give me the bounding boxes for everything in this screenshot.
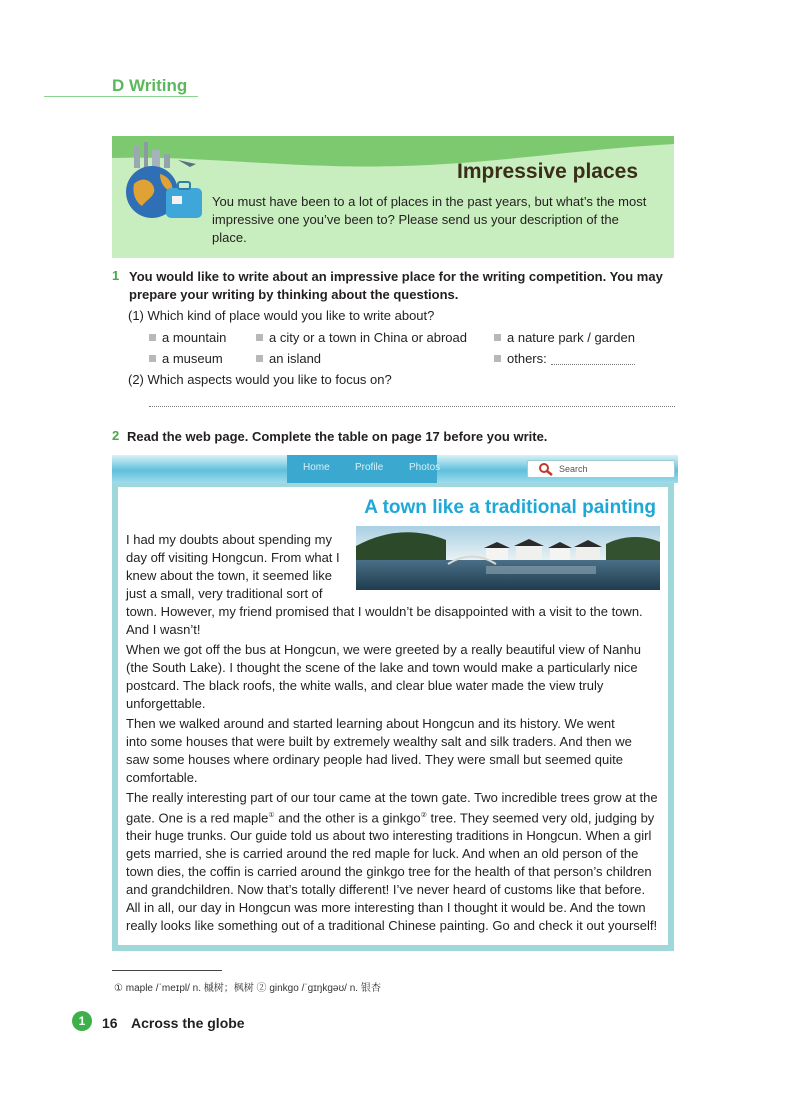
unit-badge: 1 — [72, 1011, 92, 1031]
article-paragraph-5: All in all, our day in Hongcun was more interesting than I thought it would be. And the town really looks like something out of a traditional Chinese painting. Go and check it out yourself! — [126, 900, 658, 933]
checkbox-square-icon — [494, 334, 501, 341]
search-placeholder: Search — [559, 464, 588, 474]
travel-globe-icon — [116, 140, 212, 226]
others-answer-line[interactable] — [551, 364, 635, 365]
footnote-rule — [112, 970, 222, 971]
banner-title: Impressive places — [457, 160, 638, 183]
impressive-places-banner — [112, 136, 674, 258]
article-paragraph-1-rest: town. However, my friend promised that I wouldn’t be disappointed with a visit to the town. And I wasn’t! — [126, 604, 643, 637]
article-paragraph-3: Then we walked around and started learning about Hongcun and its history. We went into some houses that were built by extremely wealthy salt and silk traders. And then we saw some houses where ordinary people had lived. They were small but seemed quite comfortable. — [126, 716, 632, 785]
task-number: 2 — [112, 428, 120, 443]
nav-profile[interactable]: Profile — [355, 462, 384, 473]
article-paragraph-1-line-4: just a small, very traditional sort of — [126, 586, 323, 601]
checkbox-square-icon — [256, 355, 263, 362]
option-item: a city or a town in China or abroad — [256, 330, 467, 345]
page-number: 16 — [102, 1015, 118, 1031]
option-item: a nature park / garden — [494, 330, 635, 345]
nav-photos[interactable]: Photos — [409, 462, 441, 473]
article-paragraph-4: The really interesting part of our tour came at the town gate. Two incredible trees grow at the gate. One is a red maple① and the other is a ginkgo② tree. They seemed very old, judging by their huge trunks. Our guide told us about two interesting traditions in Hongcun. When a girl gets married, she is carried around the red maple for luck. And when an old person of the town dies, the coffin is carried around the ginkgo tree for the health of that person’s children and grandchildren. Now that’s totally different! I’ve never heard of customs like that before. — [126, 790, 658, 898]
option-item: an island — [256, 351, 321, 366]
option-item: a mountain — [149, 330, 226, 345]
search-icon — [538, 462, 554, 476]
section-underline — [44, 96, 198, 97]
checkbox-square-icon — [149, 355, 156, 362]
unit-title: Across the globe — [131, 1015, 245, 1031]
article-title: A town like a traditional painting — [364, 497, 656, 518]
article-paragraph-1-line-2: day off visiting Hongcun. From what I — [126, 550, 340, 565]
article-paragraph-1-line-1: I had my doubts about spending my — [126, 532, 332, 547]
checkbox-square-icon — [494, 355, 501, 362]
article-paragraph-1-line-3: knew about the town, it seemed like — [126, 568, 332, 583]
nav-home[interactable]: Home — [303, 462, 330, 473]
aspects-answer-line[interactable] — [149, 406, 675, 407]
task-1-prompt: You would like to write about an impressive place for the writing competition. You may prepare your writing by thinking about the questions. — [129, 269, 663, 302]
task-number: 1 — [112, 268, 120, 283]
footnote: ① maple /ˈmeɪpl/ n. 槭树；枫树 ② ginkgo /ˈɡɪŋkɡəʊ/ n. 银杏 — [114, 983, 381, 994]
article-paragraph-2: When we got off the bus at Hongcun, we were greeted by a really beautiful view of Nanhu (the South Lake). I thought the scene of the lake and town would make a particularly nice postcard. The black roofs, the white walls, and clear blue water made the view truly unforgettable. — [126, 642, 642, 711]
hongcun-lake-photo — [356, 526, 660, 590]
page-panel — [112, 483, 674, 951]
page-content — [118, 487, 668, 945]
banner-text: You must have been to a lot of places in the past years, but what’s the most impressive one you’ve been to? Please send us your description of the place. — [212, 194, 647, 245]
footnote-ref-2: ② — [420, 812, 427, 819]
question-2: (2) Which aspects would you like to focus on? — [128, 372, 392, 387]
footnote-ref-1: ① — [268, 812, 275, 819]
search-box[interactable] — [527, 460, 675, 478]
nav-bar — [112, 455, 678, 483]
task-2-prompt: Read the web page. Complete the table on page 17 before you write. — [127, 429, 548, 444]
web-page-mockup — [112, 455, 678, 955]
option-item: a museum — [149, 351, 223, 366]
section-heading: D Writing — [112, 76, 188, 95]
option-item: others: — [494, 351, 547, 366]
question-1: (1) Which kind of place would you like to write about? — [128, 308, 435, 323]
checkbox-square-icon — [149, 334, 156, 341]
checkbox-square-icon — [256, 334, 263, 341]
